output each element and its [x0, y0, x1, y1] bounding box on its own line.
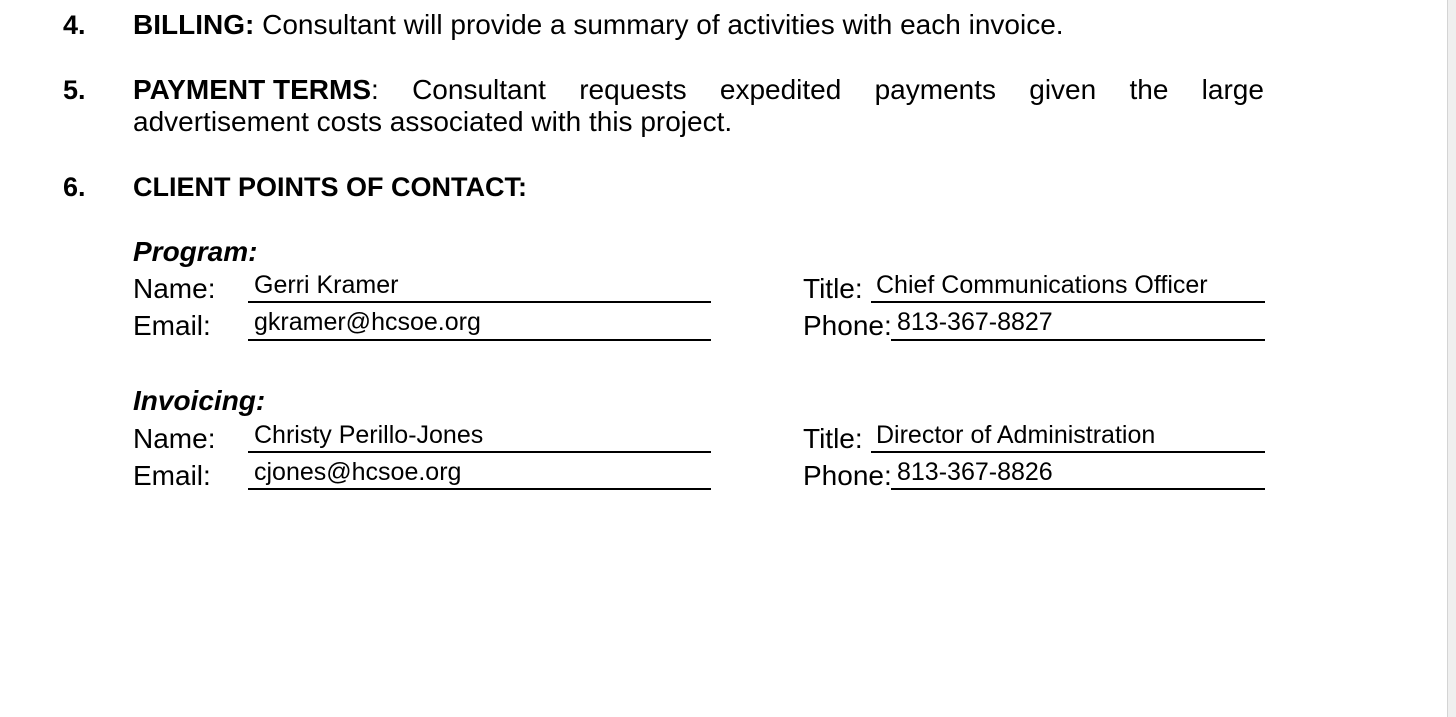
program-name-value: Gerri Kramer [254, 271, 399, 299]
program-title-underline [871, 301, 1265, 303]
payment-terms-heading: PAYMENT TERMS [133, 74, 372, 105]
program-phone-label: Phone: [803, 310, 892, 341]
billing-heading: BILLING: [133, 9, 255, 40]
invoicing-title-underline [871, 451, 1265, 453]
program-title-value: Chief Communications Officer [876, 271, 1208, 299]
invoicing-name-underline [248, 451, 711, 453]
payment-terms-line-2: advertisement costs associated with this project. [133, 106, 733, 137]
invoicing-phone-value: 813-367-8826 [897, 458, 1053, 486]
invoicing-name-value: Christy Perillo-Jones [254, 421, 484, 449]
section-number-4: 4. [63, 10, 86, 40]
payment-terms-colon: : [371, 74, 379, 105]
invoicing-email-value: cjones@hcsoe.org [254, 458, 462, 486]
program-name-underline [248, 301, 711, 303]
program-title-label: Title: [803, 273, 863, 304]
payment-word: expedited [719, 74, 842, 105]
invoicing-title-value: Director of Administration [876, 421, 1156, 449]
payment-terms-heading-group [133, 74, 379, 106]
program-name-label: Name: [133, 273, 216, 304]
payment-word: payments [874, 74, 996, 105]
billing-text: Consultant will provide a summary of activities with each invoice. [262, 9, 1064, 40]
program-phone-underline [891, 339, 1265, 341]
invoicing-phone-label: Phone: [803, 460, 892, 491]
payment-word: large [1201, 74, 1264, 105]
invoicing-name-label: Name: [133, 423, 216, 454]
invoicing-title-label: Title: [803, 423, 863, 454]
program-email-value: gkramer@hcsoe.org [254, 308, 481, 336]
section-number-6: 6. [63, 172, 86, 202]
contacts-heading: CLIENT POINTS OF CONTACT: [133, 172, 527, 202]
program-email-underline [248, 339, 711, 341]
payment-terms-line-1 [133, 74, 1264, 106]
page-edge [1447, 0, 1456, 717]
section-number-5: 5. [63, 75, 86, 105]
program-email-label: Email: [133, 310, 211, 341]
invoicing-phone-underline [891, 488, 1265, 490]
program-phone-value: 813-367-8827 [897, 308, 1053, 336]
payment-word: Consultant [412, 74, 546, 105]
invoicing-heading: Invoicing: [133, 385, 266, 416]
invoicing-email-underline [248, 488, 711, 490]
invoicing-email-label: Email: [133, 460, 211, 491]
program-heading: Program: [133, 236, 258, 267]
billing-paragraph [133, 9, 1064, 41]
payment-word: the [1129, 74, 1169, 105]
payment-word: requests [579, 74, 687, 105]
payment-word: given [1029, 74, 1097, 105]
